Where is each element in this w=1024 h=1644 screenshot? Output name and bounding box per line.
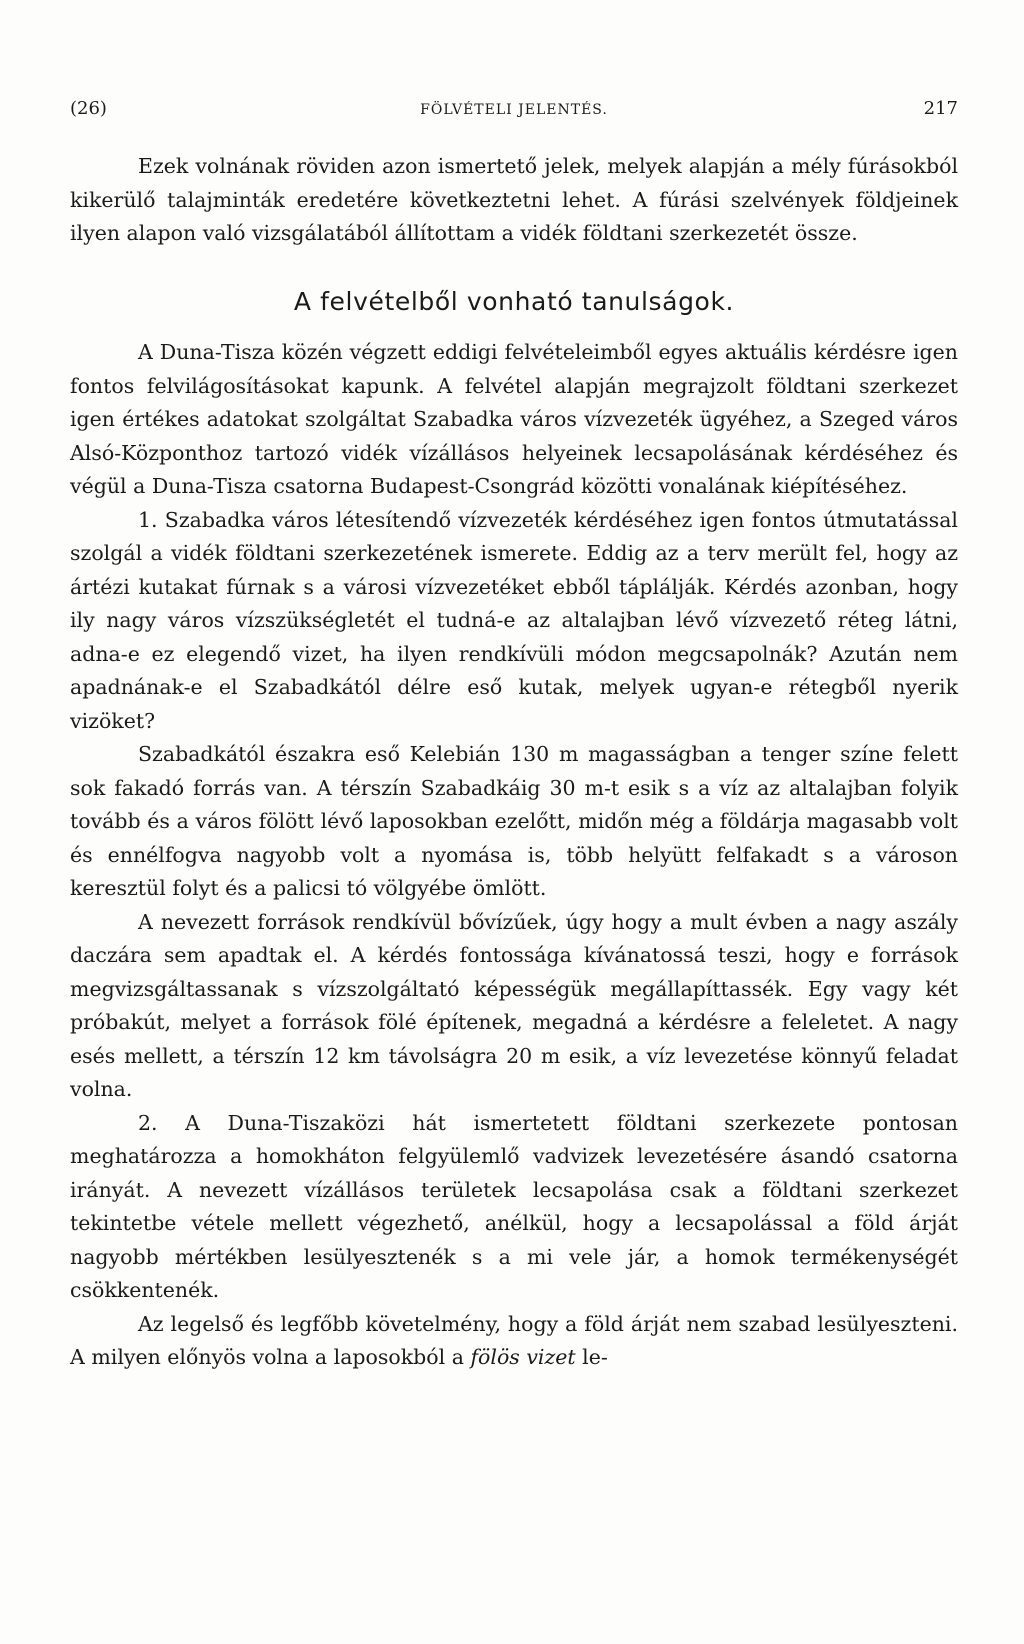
paragraph: A Duna-Tisza közén végzett eddigi felvételeimből egyes aktuális kérdésre igen fontos felvilágosításokat kapunk. A felvétel alapján megrajzolt földtani szerkezet igen értékes adatokat szolgáltat Szabadka város vízvezeték ügyéhez, a Szeged város Alsó-Központhoz tartozó vidék vízállásos helyeinek lecsapolásának kérdéséhez és végül a Duna-Tisza csatorna Budapest-Csongrád közötti vonalának kiépítéséhez. bbox=[70, 340, 958, 498]
page-body bbox=[70, 150, 958, 1375]
paragraph: 2. A Duna-Tiszaközi hát ismertetett földtani szerkezete pontosan meghatározza a homokháton felgyülemlő vadvizek levezetésére ásandó csatorna irányát. A nevezett vízállásos területek lecsapolása csak a földtani szerkezet tekintetbe vétele mellett végezhető, anélkül, hogy a lecsapolással a föld árját nagyobb mértékben lesülyesztenék s a mi vele jár, a homok termékenységét csökkentenék. bbox=[70, 1110, 958, 1302]
running-title: FÖLVÉTELI JELENTÉS. bbox=[420, 102, 608, 118]
section-number: (26) bbox=[70, 98, 107, 119]
paragraph-text: Az legelső és legfőbb követelmény, hogy a föld árját nem szabad lesülyeszteni. A milyen előnyös volna a laposokból a bbox=[70, 1311, 958, 1369]
paragraph-text: le- bbox=[575, 1345, 608, 1369]
paragraph bbox=[70, 1308, 958, 1375]
page-number: 217 bbox=[923, 98, 958, 119]
paragraph: A nevezett források rendkívül bővízűek, úgy hogy a mult évben a nagy aszály daczára sem apadtak el. A kérdés fontossága kívánatossá teszi, hogy e források megvizsgáltassanak s vízszolgáltató képességük megállapíttassék. Egy vagy két próbakút, melyet a források fölé építenek, megadná a kérdésre a feleletet. A nagy esés mellett, a térszín 12 km távolságra 20 m esik, a víz levezetése könnyű feladat volna. bbox=[70, 909, 958, 1101]
section-title: A felvételből vonható tanulságok. bbox=[293, 286, 735, 316]
paragraph: Ezek volnának röviden azon ismertető jelek, melyek alapján a mély fúrásokból kikerülő talajminták eredetére következtetni lehet. A fúrási szelvények földjeinek ilyen alapon való vizsgálatából állítottam a vidék földtani szerkezetét össze. bbox=[70, 154, 958, 245]
italic-phrase: fölös vizet bbox=[470, 1345, 576, 1369]
paragraph: Szabadkától északra eső Kelebián 130 m magasságban a tenger színe felett sok fakadó forrás van. A térszín Szabadkáig 30 m-t esik s a víz az altalajban folyik tovább és a város fölött lévő laposokban ezelőtt, midőn még a földárja magasabb volt és ennélfogva nagyobb volt a nyomása is, több helyütt felfakadt s a városon keresztül folyt és a palicsi tó völgyébe ömlött. bbox=[70, 742, 958, 900]
page-header bbox=[70, 92, 958, 128]
paragraph: 1. Szabadka város létesítendő vízvezeték kérdéséhez igen fontos útmutatással szolgál a vidék földtani szerkezetének ismerete. Eddig az a terv merült fel, hogy az ártézi kutakat fúrnak s a városi vízvezetéket ebből táplálják. Kérdés azonban, hogy ily nagy város vízszükségletét el tudná-e az altalajban lévő vízvezető réteg látni, adna-e ez elegendő vizet, ha ilyen rendkívüli módon megcsapolnák? Azután nem apadnának-e el Szabadkától délre eső kutak, melyek ugyan-e rétegből nyerik vizöket? bbox=[70, 507, 958, 733]
